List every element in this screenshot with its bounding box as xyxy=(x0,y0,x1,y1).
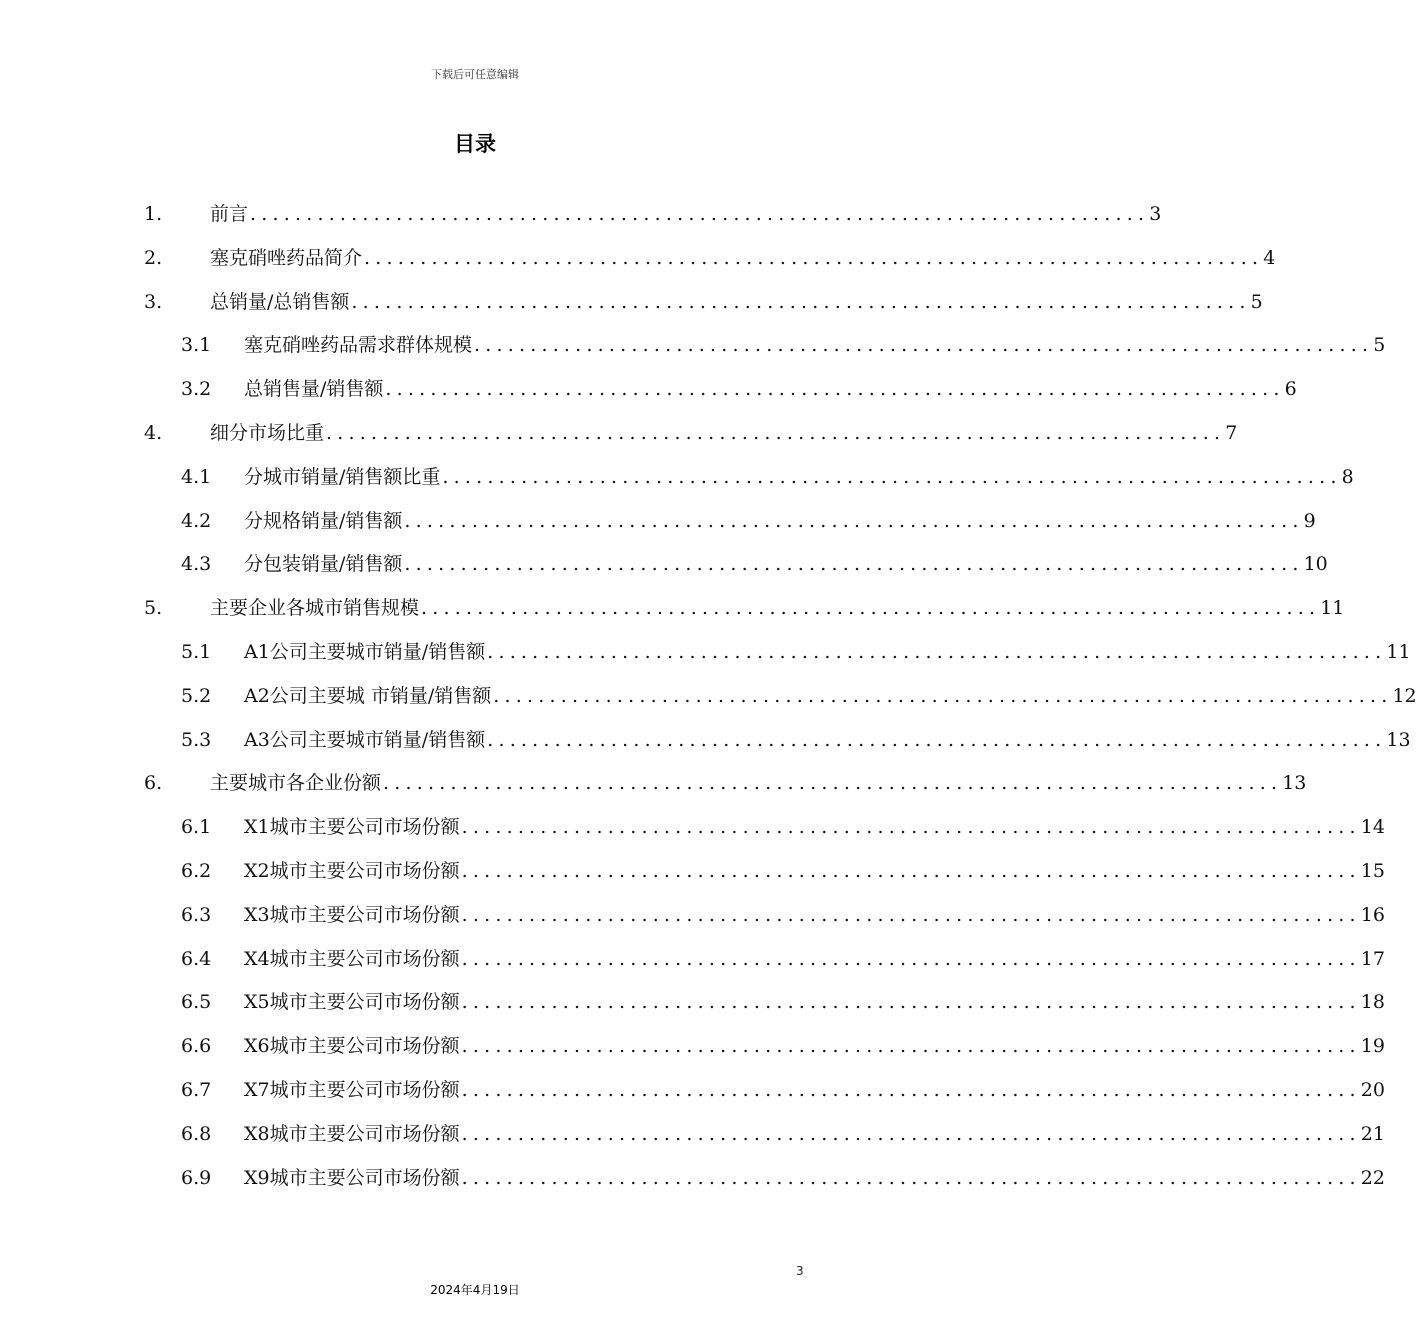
toc-dot-leader: ................................................................................ xyxy=(326,422,1226,444)
toc-entry-line xyxy=(210,236,1276,280)
toc-entry-line xyxy=(244,455,1354,499)
toc-entry-label: 细分市场比重 xyxy=(210,422,325,444)
toc-entry-label: 塞克硝唑药品需求群体规模 xyxy=(244,334,473,357)
toc-entry-line xyxy=(244,323,1386,367)
toc-dot-leader: ................................................................................ xyxy=(421,597,1321,620)
toc-entry-label: X9城市主要公司市场份额 xyxy=(244,1166,460,1189)
toc-entry-line xyxy=(244,849,1385,893)
toc-entry[interactable] xyxy=(0,455,1354,499)
toc-entry-label: X8城市主要公司市场份额 xyxy=(244,1122,460,1145)
toc-entry[interactable] xyxy=(0,630,1411,674)
toc-entry[interactable] xyxy=(0,893,1385,937)
toc-entry[interactable] xyxy=(0,411,1238,455)
toc-entry-number: 5.2 xyxy=(181,684,212,707)
toc-entry-number: 4.1 xyxy=(181,465,212,488)
toc-entry-number: 6.3 xyxy=(181,903,212,926)
toc-dot-leader: ................................................................................ xyxy=(461,1079,1361,1101)
toc-entry-label: X5城市主要公司市场份额 xyxy=(244,991,460,1014)
toc-entry[interactable] xyxy=(0,1112,1385,1156)
toc-entry-number: 2. xyxy=(144,246,163,269)
toc-entry-label: 分城市销量/销售额比重 xyxy=(244,465,441,488)
toc-entry-page: 5 xyxy=(1250,290,1263,313)
toc-entry-line xyxy=(244,1068,1385,1112)
toc-dot-leader: ................................................................................ xyxy=(383,772,1283,795)
toc-entry-number: 6.1 xyxy=(181,816,212,839)
toc-entry-label: A1公司主要城市销量/销售额 xyxy=(244,641,486,663)
toc-entry-line xyxy=(244,1112,1385,1156)
toc-entry[interactable] xyxy=(0,937,1385,981)
toc-entry-line xyxy=(244,542,1328,586)
toc-entry-number: 5.1 xyxy=(181,641,212,663)
toc-entry-number: 3. xyxy=(144,290,163,313)
toc-entry-label: A3公司主要城市销量/销售额 xyxy=(244,728,486,751)
toc-dot-leader: ................................................................................ xyxy=(364,246,1264,269)
toc-entry-number: 5.3 xyxy=(181,728,212,751)
toc-entry-number: 4.2 xyxy=(181,509,212,532)
toc-entry[interactable] xyxy=(0,367,1297,411)
toc-dot-leader: ................................................................................ xyxy=(461,1035,1361,1058)
toc-entry-page: 14 xyxy=(1360,816,1385,839)
toc-entry-line xyxy=(244,718,1411,762)
toc-entry-number: 3.1 xyxy=(181,334,212,357)
toc-entry-label: X1城市主要公司市场份额 xyxy=(244,816,460,839)
toc-entry-number: 6. xyxy=(144,772,163,795)
toc-dot-leader: ................................................................................ xyxy=(404,553,1304,576)
toc-entry-page: 12 xyxy=(1392,684,1417,707)
toc-entry[interactable] xyxy=(0,192,1162,236)
toc-entry-line xyxy=(244,630,1411,674)
toc-entry[interactable] xyxy=(0,1068,1385,1112)
toc-dot-leader: ................................................................................ xyxy=(461,903,1361,926)
toc-entry-number: 6.7 xyxy=(181,1079,212,1101)
toc-entry-page: 19 xyxy=(1360,1035,1385,1058)
toc-entry-number: 6.4 xyxy=(181,947,212,970)
toc-entry[interactable] xyxy=(0,499,1316,543)
toc-entry-number: 6.9 xyxy=(181,1166,212,1189)
toc-entry[interactable] xyxy=(0,718,1411,762)
toc-entry-label: 塞克硝唑药品简介 xyxy=(210,246,363,269)
toc-dot-leader: ................................................................................ xyxy=(461,1122,1361,1145)
toc-entry-number: 4.3 xyxy=(181,553,212,576)
toc-dot-leader: ................................................................................ xyxy=(474,334,1374,357)
toc-entry-label: A2公司主要城 市销量/销售额 xyxy=(244,684,492,707)
toc-entry-label: 总销售量/销售额 xyxy=(244,378,384,401)
toc-dot-leader: ................................................................................ xyxy=(493,684,1393,707)
toc-entry-line xyxy=(244,1156,1385,1200)
toc-entry[interactable] xyxy=(0,980,1385,1024)
toc-entry-number: 1. xyxy=(144,203,163,225)
toc-dot-leader: ................................................................................ xyxy=(487,728,1387,751)
toc-entry[interactable] xyxy=(0,586,1345,630)
toc-entry-page: 17 xyxy=(1360,947,1385,970)
toc-entry-line xyxy=(210,761,1307,805)
toc-entry-number: 6.6 xyxy=(181,1035,212,1058)
toc-entry[interactable] xyxy=(0,542,1328,586)
toc-entry-label: 分规格销量/销售额 xyxy=(244,509,403,532)
toc-entry-page: 15 xyxy=(1360,860,1385,882)
toc-entry-page: 21 xyxy=(1360,1122,1385,1145)
toc-entry-page: 10 xyxy=(1303,553,1328,576)
toc-entry-label: 主要城市各企业份额 xyxy=(210,772,382,795)
toc-entry-label: 分包装销量/销售额 xyxy=(244,553,403,576)
toc-dot-leader: ................................................................................ xyxy=(461,991,1361,1014)
header-note: 下载后可任意编辑 xyxy=(431,68,519,81)
toc-dot-leader: ................................................................................ xyxy=(250,203,1150,225)
toc-entry-label: X2城市主要公司市场份额 xyxy=(244,860,460,882)
toc-entry-label: 前言 xyxy=(210,203,249,225)
toc-entry-line xyxy=(244,805,1385,849)
toc-entry-number: 6.5 xyxy=(181,991,212,1014)
toc-entry-page: 11 xyxy=(1320,597,1345,620)
toc-entry-line xyxy=(244,980,1385,1024)
toc-entry-page: 8 xyxy=(1341,465,1354,488)
toc-entry-page: 4 xyxy=(1263,246,1276,269)
toc-entry-line xyxy=(244,893,1385,937)
toc-entry-label: 总销量/总销售额 xyxy=(210,290,350,313)
toc-entry-label: X4城市主要公司市场份额 xyxy=(244,947,460,970)
toc-entry-page: 13 xyxy=(1386,728,1411,751)
toc-dot-leader: ................................................................................ xyxy=(461,816,1361,839)
toc-entry-line xyxy=(210,192,1162,236)
toc-entry-page: 7 xyxy=(1225,422,1238,444)
toc-entry-line xyxy=(244,367,1297,411)
toc-entry-page: 20 xyxy=(1360,1079,1385,1101)
toc-entry-page: 6 xyxy=(1284,378,1297,401)
toc-entry-page: 16 xyxy=(1360,903,1385,926)
toc-entry-line xyxy=(244,937,1385,981)
toc-dot-leader: ................................................................................ xyxy=(487,641,1387,663)
toc-entry[interactable] xyxy=(0,761,1307,805)
toc-dot-leader: ................................................................................ xyxy=(461,947,1361,970)
toc-entry-page: 18 xyxy=(1360,991,1385,1014)
toc-entry-line xyxy=(210,411,1238,455)
toc-entry[interactable] xyxy=(0,805,1385,849)
toc-title: 目录 xyxy=(454,132,496,156)
toc-entry-line xyxy=(244,1024,1385,1068)
toc-entry-page: 13 xyxy=(1282,772,1307,795)
toc-entry-line xyxy=(244,674,1417,718)
toc-entry[interactable] xyxy=(0,674,1417,718)
toc-entry-line xyxy=(210,280,1263,324)
toc-entry[interactable] xyxy=(0,849,1385,893)
toc-entry-number: 6.2 xyxy=(181,860,212,882)
toc-dot-leader: ................................................................................ xyxy=(461,1166,1361,1189)
toc-entry-page: 3 xyxy=(1149,203,1162,225)
toc-entry[interactable] xyxy=(0,236,1276,280)
toc-entry-page: 9 xyxy=(1303,509,1316,532)
toc-entry-number: 3.2 xyxy=(181,378,212,401)
toc-entry-line xyxy=(244,499,1316,543)
toc-entry-label: X7城市主要公司市场份额 xyxy=(244,1079,460,1101)
toc-entry[interactable] xyxy=(0,1156,1385,1200)
toc-entry-number: 4. xyxy=(144,422,163,444)
toc-entry-line xyxy=(210,586,1345,630)
footer-date: 2024年4月19日 xyxy=(430,1283,520,1297)
toc-dot-leader: ................................................................................ xyxy=(385,378,1285,401)
toc-dot-leader: ................................................................................ xyxy=(404,509,1304,532)
toc-entry-number: 5. xyxy=(144,597,163,620)
toc-entry-label: X3城市主要公司市场份额 xyxy=(244,903,460,926)
toc-entry-page: 5 xyxy=(1373,334,1386,357)
toc-entry[interactable] xyxy=(0,323,1386,367)
toc-dot-leader: ................................................................................ xyxy=(461,860,1361,882)
page-number: 3 xyxy=(796,1264,804,1278)
toc-entry-label: 主要企业各城市销售规模 xyxy=(210,597,420,620)
toc-dot-leader: ................................................................................ xyxy=(351,290,1251,313)
toc-entry[interactable] xyxy=(0,280,1263,324)
toc-entry-number: 6.8 xyxy=(181,1122,212,1145)
toc-entry-label: X6城市主要公司市场份额 xyxy=(244,1035,460,1058)
toc-entry[interactable] xyxy=(0,1024,1385,1068)
toc-entry-page: 22 xyxy=(1360,1166,1385,1189)
toc-dot-leader: ................................................................................ xyxy=(442,465,1342,488)
toc-entry-page: 11 xyxy=(1386,641,1411,663)
